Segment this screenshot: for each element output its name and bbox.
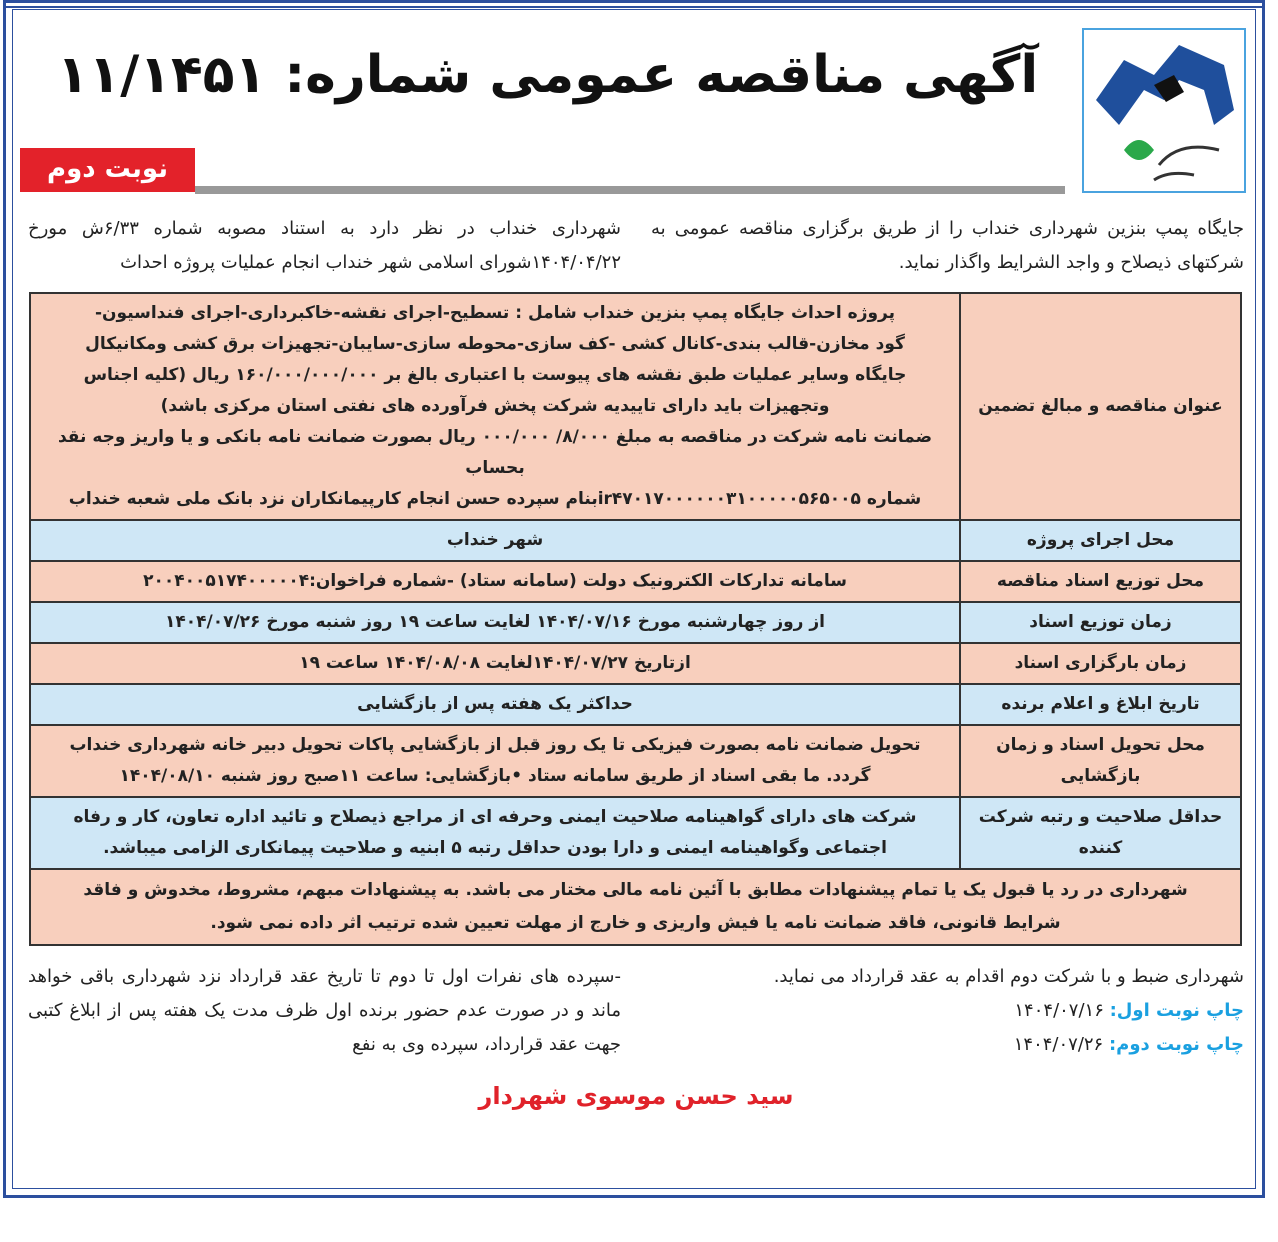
row-label: زمان بارگزاری اسناد — [960, 643, 1241, 684]
round-badge: نوبت دوم — [20, 148, 195, 192]
print-second-label: چاپ نوبت دوم: — [1108, 1034, 1244, 1055]
row-value — [30, 643, 960, 684]
row-value-line: پروژه احداث جایگاه پمپ بنزین خنداب شامل : تسطیح-اجرای نقشه-خاکبرداری-اجرای فنداسیون- — [94, 303, 896, 323]
bottom-right-text: -سپرده های نفرات اول تا دوم تا تاریخ عقد قرارداد نزد شهرداری باقی خواهد ماند و در صورت عدم حضور برنده اول ظرف مدت یک هفته پس از ابلاغ کتبی جهت عقد قرارداد، سپرده وی به نفع — [28, 966, 621, 1055]
row-value-line: ضمانت نامه شرکت در مناقصه به مبلغ ۸/۰۰۰/ ۰۰۰/۰۰۰ ریال بصورت ضمانت نامه بانکی و یا واریز وجه نقد بحساب — [57, 427, 932, 478]
print-first — [651, 994, 1244, 1028]
row-value — [30, 561, 960, 602]
row-value-line: شهر خنداب — [446, 530, 544, 550]
row-label: محل اجرای پروژه — [960, 520, 1241, 561]
row-label: زمان توزیع اسناد — [960, 602, 1241, 643]
print-first-label: چاپ نوبت اول: — [1109, 1000, 1244, 1021]
row-label: محل توزیع اسناد مناقصه — [960, 561, 1241, 602]
row-value-line: اجتماعی وگواهینامه ایمنی و دارا بودن حداقل رتبه ۵ ابنیه و صلاحیت پیمانکاری الزامی میباشد. — [103, 838, 887, 858]
print-second — [651, 1028, 1244, 1062]
table-row — [30, 561, 1241, 602]
row-value — [30, 797, 960, 869]
row-label: محل تحویل اسناد و زمان بازگشایی — [960, 725, 1241, 797]
title-divider — [195, 186, 1065, 194]
bottom-left-text: شهرداری ضبط و با شرکت دوم اقدام به عقد قرارداد می نماید. — [773, 966, 1244, 987]
row-value-line: شرکت های دارای گواهینامه صلاحیت ایمنی وحرفه ای از مراجع ذیصلاح و تائید اداره تعاون، کار و رفاه — [73, 807, 917, 827]
row-value-line: گردد. ما بقی اسناد از طریق سامانه ستاد •بازگشایی: ساعت ۱۱صبح روز شنبه ۱۴۰۴/۰۸/۱۰ — [119, 766, 871, 786]
footer-row — [30, 869, 1241, 945]
row-value-line: شماره ir۴۷۰۱۷۰۰۰۰۰۰۳۱۰۰۰۰۰۵۶۵۰۰۵بنام سپرده حسن انجام کارپیمانکاران نزد بانک ملی شعبه خنداب — [68, 489, 922, 509]
signature: سید حسن موسوی شهردار — [478, 1082, 794, 1110]
row-value — [30, 725, 960, 797]
bottom-left — [651, 960, 1244, 1062]
row-value-line: وتجهیزات باید دارای تاییدیه شرکت پخش فرآورده های نفتی استان مرکزی باشد) — [160, 396, 830, 416]
print-first-date: ۱۴۰۴/۰۷/۱۶ — [1014, 1000, 1104, 1021]
row-value-line: گود مخازن-قالب بندی-کانال کشی -کف سازی-محوطه سازی-سایبان-تجهیزات برق کشی ومکانیکال — [85, 334, 905, 354]
intro — [28, 212, 1244, 280]
row-value-line: جایگاه وسایر عملیات طبق نقشه های پیوست با اعتباری بالغ بر ۱۶۰/۰۰۰/۰۰۰/۰۰۰ ریال (کلیه اجناس — [83, 365, 907, 385]
footer-note — [30, 869, 1241, 945]
table-row — [30, 602, 1241, 643]
row-label: تاریخ ابلاغ و اعلام برنده — [960, 684, 1241, 725]
footer-line: شرایط قانونی، فاقد ضمانت نامه یا فیش واریزی و خارج از مهلت تعیین شده ترتیب اثر داده نمی شود. — [210, 913, 1061, 933]
table-row — [30, 684, 1241, 725]
row-value-line: تحویل ضمانت نامه بصورت فیزیکی تا یک روز قبل از بازگشایی پاکات تحویل دبیر خانه شهرداری خنداب — [69, 735, 921, 755]
row-label: عنوان مناقصه و مبالغ تضمین — [960, 293, 1241, 520]
row-value-line: ازتاریخ ۱۴۰۴/۰۷/۲۷لغایت ۱۴۰۴/۰۸/۰۸ ساعت ۱۹ — [299, 653, 691, 673]
row-label: حداقل صلاحیت و رتبه شرکت کننده — [960, 797, 1241, 869]
content — [28, 212, 1244, 1110]
row-value — [30, 293, 960, 520]
municipality-logo — [1082, 28, 1246, 193]
tender-details-table — [29, 292, 1242, 946]
row-value-line: سامانه تدارکات الکترونیک دولت (سامانه ستاد) -شماره فراخوان:۲۰۰۴۰۰۵۱۷۴۰۰۰۰۰۴ — [143, 571, 847, 591]
row-value — [30, 684, 960, 725]
row-value-line: از روز چهارشنبه مورخ ۱۴۰۴/۰۷/۱۶ لغایت ساعت ۱۹ روز شنبه مورخ ۱۴۰۴/۰۷/۲۶ — [164, 612, 825, 632]
bottom — [28, 960, 1244, 1062]
row-value — [30, 520, 960, 561]
page-title: آگهی مناقصه عمومی شماره: ۱۱/۱۴۵۱ — [56, 45, 1039, 105]
intro-right: شهرداری خنداب در نظر دارد به استناد مصوبه شماره ۶/۳۳ش مورخ ۱۴۰۴/۰۴/۲۲شورای اسلامی شهر خنداب انجام عملیات پروژه احداث — [28, 218, 622, 273]
table-row — [30, 293, 1241, 520]
table-row — [30, 725, 1241, 797]
row-value-line: حداکثر یک هفته پس از بازگشایی — [357, 694, 633, 714]
intro-left: جایگاه پمپ بنزین شهرداری خنداب را از طریق برگزاری مناقصه عمومی به شرکتهای ذیصلاح و واجد الشرایط واگذار نماید. — [651, 218, 1244, 273]
table-row — [30, 643, 1241, 684]
row-value — [30, 602, 960, 643]
table-row — [30, 797, 1241, 869]
print-second-date: ۱۴۰۴/۰۷/۲۶ — [1013, 1034, 1104, 1055]
table-row — [30, 520, 1241, 561]
footer-line: شهرداری در رد یا قبول یک یا تمام پیشنهادات مطابق با آئین نامه مالی مختار می باشد. به پیشنهادات مبهم، مشروط، مخدوش و فاقد — [83, 880, 1188, 900]
